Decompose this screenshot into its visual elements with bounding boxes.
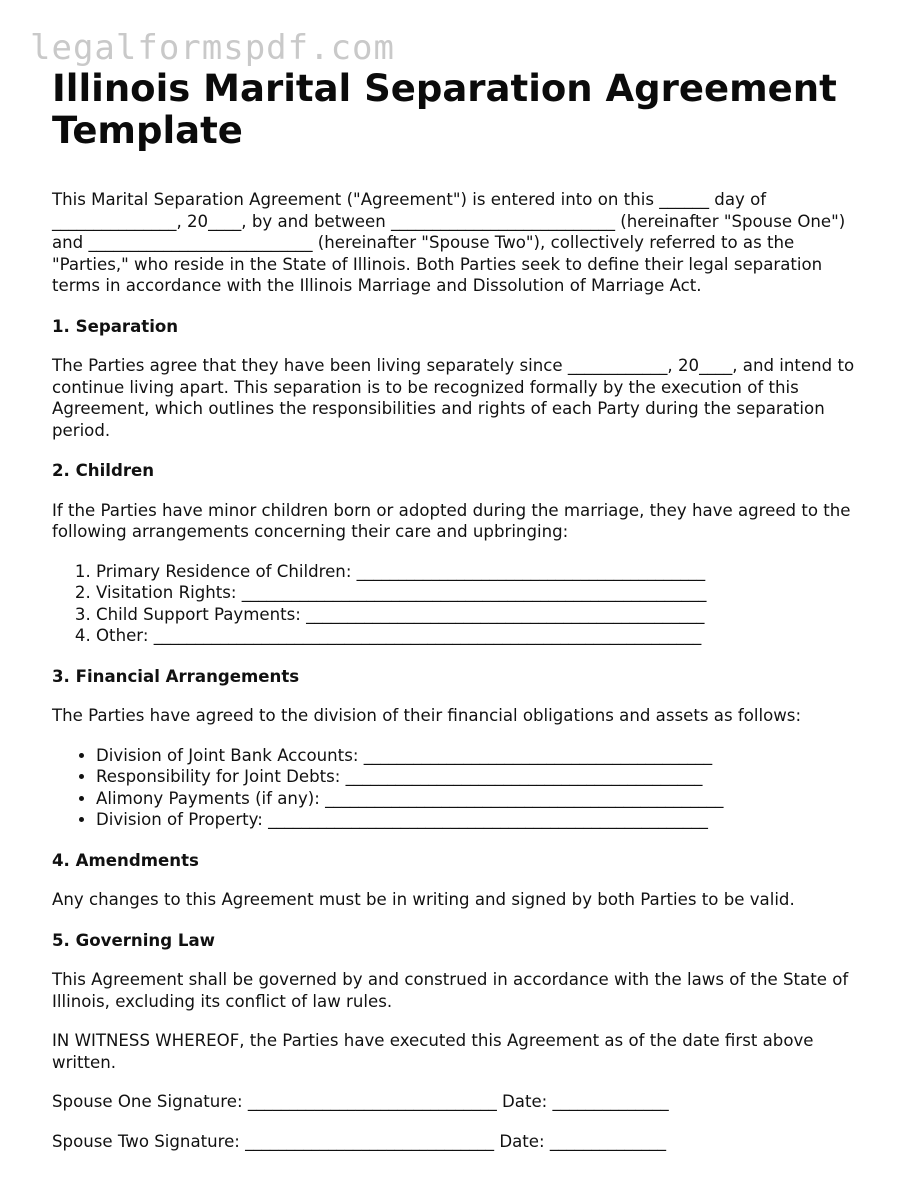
section-text-separation: The Parties agree that they have been living separately since ____________, 20____, and intend to continue living apart. This separation is to be recognized formally by the execution of this Agreement, which outlines the responsibilities and rights of each Party during the separation period. — [52, 356, 855, 440]
witness-statement: IN WITNESS WHEREOF, the Parties have executed this Agreement as of the date first above written. — [52, 1031, 814, 1072]
list-item: 3. Child Support Payments: ________________________________________________ — [96, 604, 864, 626]
section-text-amendments: Any changes to this Agreement must be in writing and signed by both Parties to be valid. — [52, 890, 795, 909]
document-page — [52, 68, 864, 1152]
section-text-governing-law: This Agreement shall be governed by and construed in accordance with the laws of the State of Illinois, excluding its conflict of law rules. — [52, 970, 849, 1011]
section-heading-governing-law: 5. Governing Law — [52, 930, 215, 950]
list-item: • Responsibility for Joint Debts: ___________________________________________ — [96, 766, 864, 788]
list-item: • Division of Joint Bank Accounts: __________________________________________ — [96, 745, 864, 767]
section-text-children: If the Parties have minor children born or adopted during the marriage, they have agreed to the following arrangements concerning their care and upbringing: — [52, 500, 851, 541]
spouse-two-signature-line: Spouse Two Signature: ______________________________ Date: ______________ — [52, 1131, 667, 1151]
section-text-financial: The Parties have agreed to the division of their financial obligations and assets as follows: — [52, 706, 802, 725]
section-heading-children: 2. Children — [52, 461, 155, 480]
page-title: Illinois Marital Separation Agreement Template — [52, 67, 837, 152]
section-heading-amendments: 4. Amendments — [52, 850, 199, 870]
section-heading-separation: 1. Separation — [52, 316, 179, 336]
list-item: 1. Primary Residence of Children: __________________________________________ — [96, 561, 864, 583]
list-item: • Division of Property: _____________________________________________________ — [96, 809, 864, 831]
financial-arrangements-list — [52, 745, 864, 831]
list-item: 2. Visitation Rights: ________________________________________________________ — [96, 582, 864, 604]
intro-paragraph: This Marital Separation Agreement ("Agreement") is entered into on this ______ day of _______________, 20____, by and between ___________________________ (hereinafter "Spouse One") and ___________________________ (hereinafter "Spouse Two"), collectively referred to as the "Parties," who reside in the State of Illinois. Both Parties seek to define their legal separation terms in accordance with the Illinois Marriage and Dissolution of Marriage Act. — [52, 190, 846, 295]
list-item: 4. Other: __________________________________________________________________ — [96, 625, 864, 647]
spouse-one-signature-line: Spouse One Signature: ______________________________ Date: ______________ — [52, 1092, 669, 1111]
children-arrangements-list — [52, 561, 864, 647]
section-heading-financial: 3. Financial Arrangements — [52, 666, 300, 686]
watermark: legalformspdf.com — [30, 28, 395, 68]
list-item: • Alimony Payments (if any): ________________________________________________ — [96, 788, 864, 810]
